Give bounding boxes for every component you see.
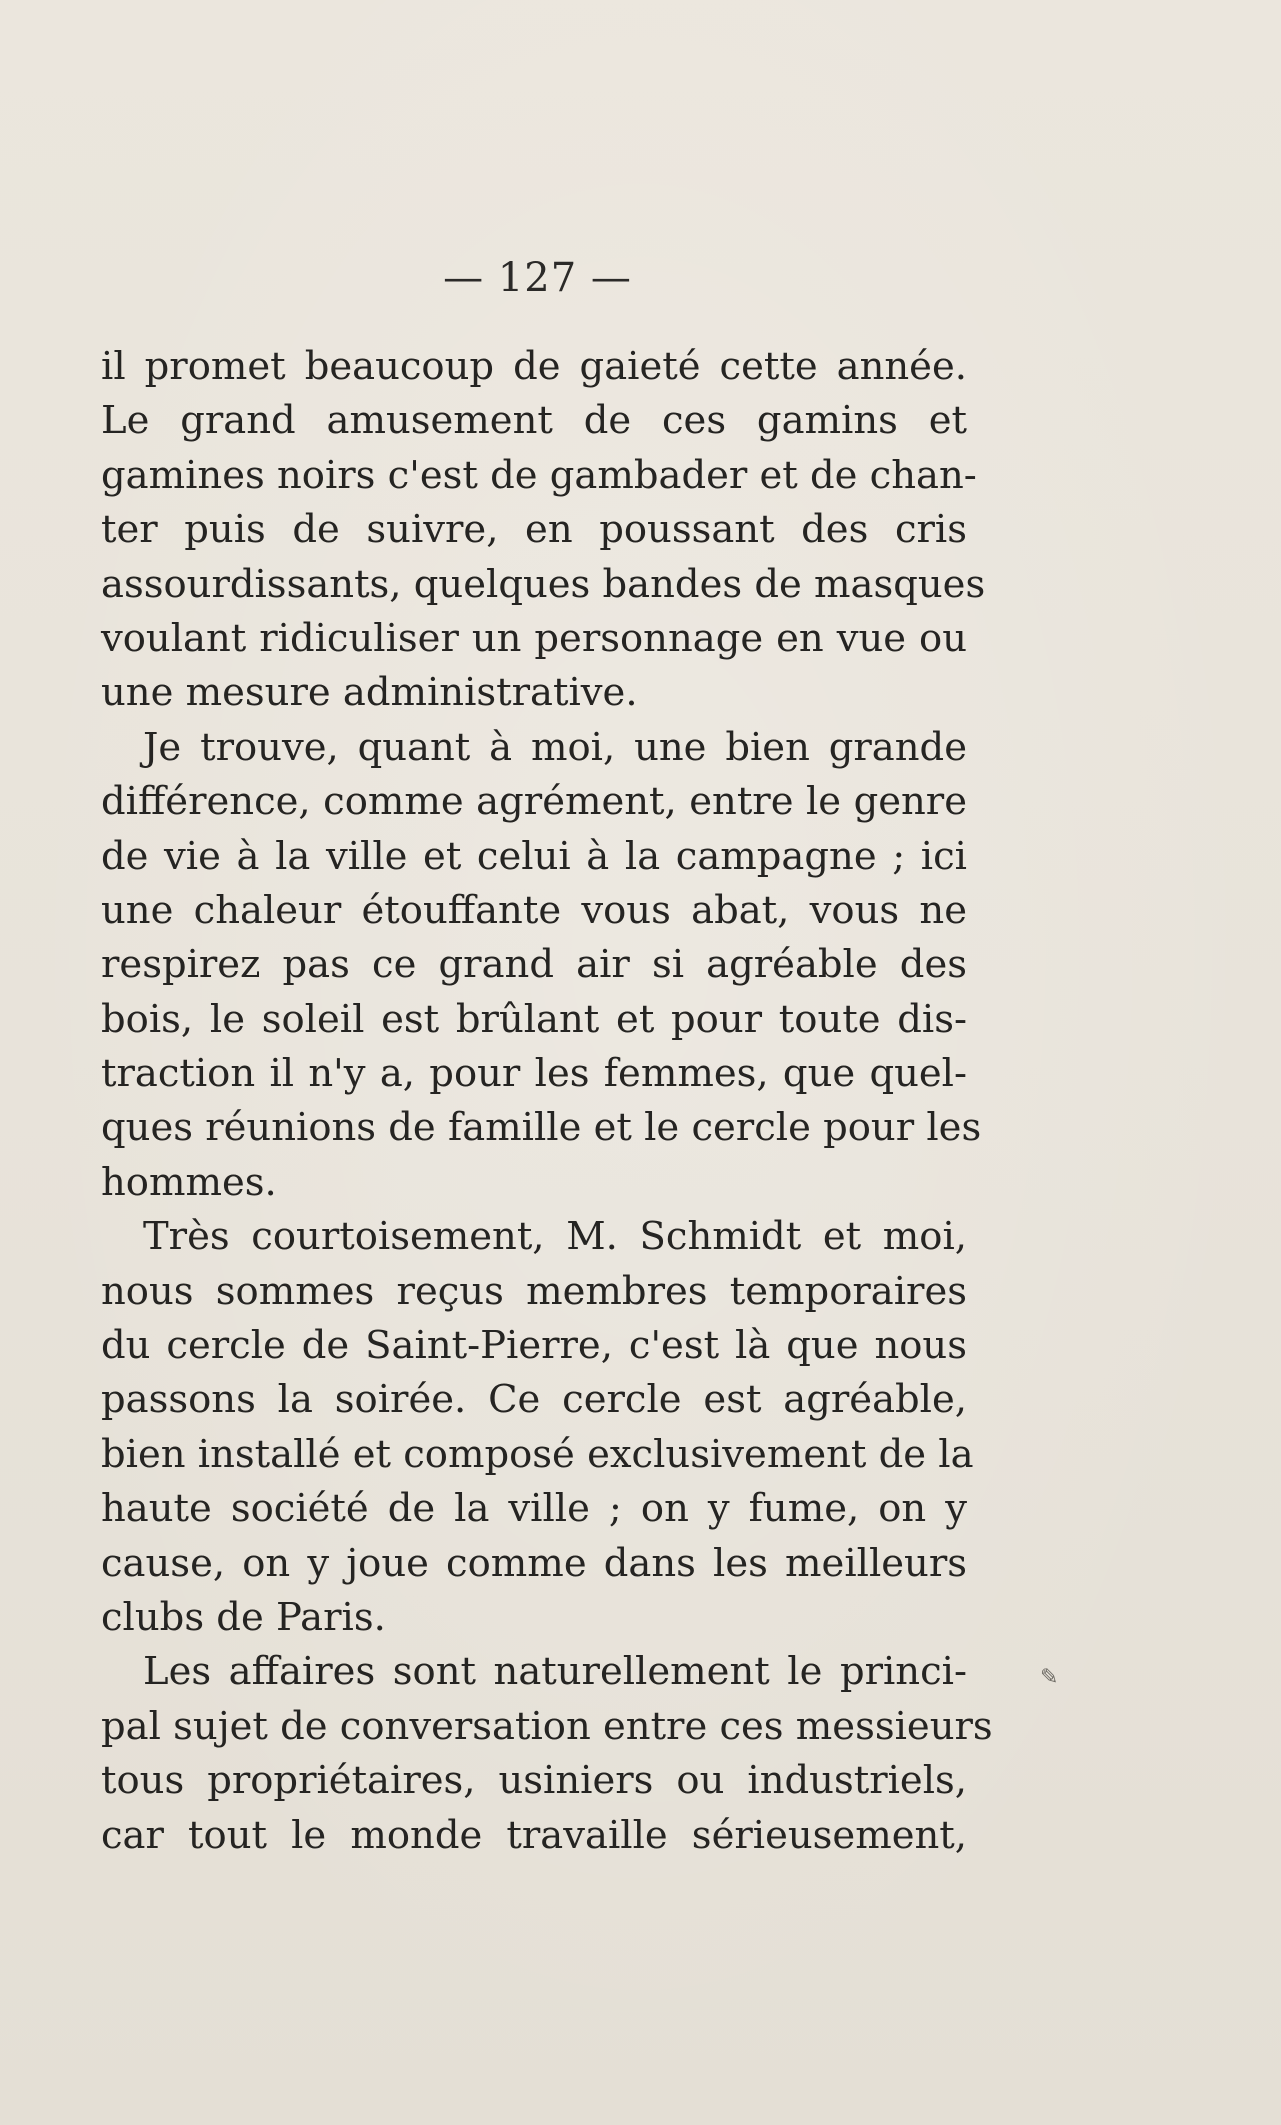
text-line: nous sommes reçus membres temporaires (101, 1268, 967, 1314)
text-line: clubs de Paris. (101, 1594, 386, 1640)
text-line: respirez pas ce grand air si agréable des (101, 942, 967, 988)
body-text (101, 340, 993, 1863)
text-line: de vie à la ville et celui à la campagne ; ici (101, 833, 967, 879)
paper-speck: ✎ (1040, 1665, 1059, 1690)
text-line: il promet beaucoup de gaieté cette année. (101, 344, 967, 389)
text-line: traction il n'y a, pour les femmes, que quel- (101, 1051, 967, 1097)
text-line: du cercle de Saint-Pierre, c'est là que nous (101, 1323, 967, 1369)
text-line: tous propriétaires, usiniers ou industriels, (101, 1758, 967, 1804)
text-line: Je trouve, quant à moi, une bien grande (143, 724, 967, 770)
text-line: une mesure administrative. (101, 670, 638, 716)
text-line: Les affaires sont naturellement le princi- (143, 1649, 967, 1695)
page-number: — 127 — (443, 255, 632, 301)
text-line: pal sujet de conversation entre ces messieurs (101, 1703, 993, 1749)
text-line: ter puis de suivre, en poussant des cris (101, 507, 967, 553)
text-line: bois, le soleil est brûlant et pour toute dis- (101, 996, 967, 1042)
text-line: haute société de la ville ; on y fume, on y (101, 1486, 967, 1532)
text-line: hommes. (101, 1159, 277, 1205)
text-line: Très courtoisement, M. Schmidt et moi, (143, 1214, 967, 1260)
text-line: une chaleur étouffante vous abat, vous ne (101, 887, 967, 933)
text-line: assourdissants, quelques bandes de masques (101, 561, 986, 607)
text-line: voulant ridiculiser un personnage en vue ou (101, 615, 967, 661)
text-line: passons la soirée. Ce cercle est agréable, (101, 1377, 967, 1423)
text-line: Le grand amusement de ces gamins et (101, 398, 967, 444)
text-line: cause, on y joue comme dans les meilleurs (101, 1540, 967, 1586)
text-line: bien installé et composé exclusivement de la (101, 1431, 974, 1477)
text-line: ques réunions de famille et le cercle pour les (101, 1105, 982, 1151)
text-line: différence, comme agrément, entre le genre (101, 779, 967, 825)
text-line: car tout le monde travaille sérieusement, (101, 1812, 967, 1858)
text-line: gamines noirs c'est de gambader et de chan- (101, 452, 977, 498)
